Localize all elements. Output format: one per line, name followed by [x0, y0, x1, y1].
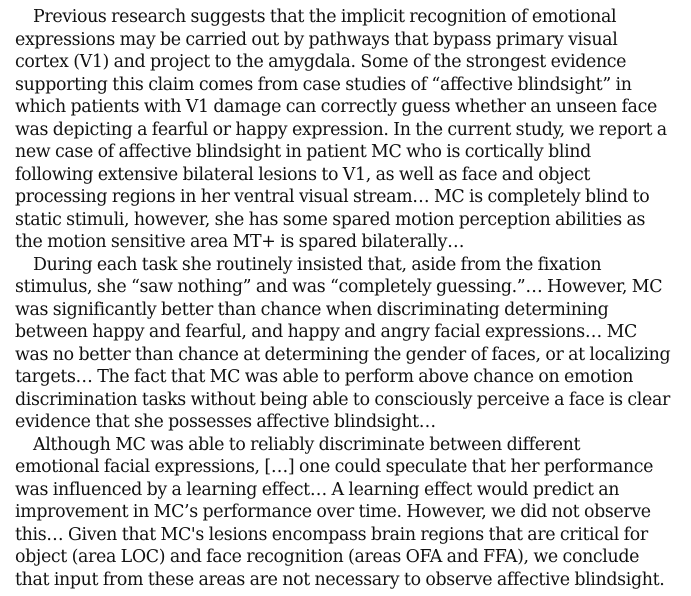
- text-line: expressions may be carried out by pathways that bypass primary visual: [15, 29, 618, 50]
- text-line: was no better than chance at determining the gender of faces, or at localizing: [15, 344, 671, 365]
- text-line: cortex (V1) and project to the amygdala. Some of the strongest evidence: [15, 52, 627, 72]
- text-line: Although MC was able to reliably discriminate between different: [33, 434, 581, 455]
- text-line: processing regions in her ventral visual stream… MC is completely blind to: [15, 187, 650, 207]
- text-line: between happy and fearful, and happy and angry facial expressions… MC: [15, 322, 637, 342]
- text-line: evidence that she possesses affective blindsight…: [15, 412, 436, 432]
- text-line: object (area LOC) and face recognition (areas OFA and FFA), we conclude: [15, 547, 640, 567]
- text-line: targets… The fact that MC was able to perform above chance on emotion: [15, 367, 634, 387]
- text-line: the motion sensitive area MT+ is spared bilaterally…: [15, 232, 465, 252]
- text-line: was depicting a fearful or happy expression. In the current study, we report a: [15, 119, 667, 140]
- text-line: static stimuli, however, she has some spared motion perception abilities as: [15, 209, 646, 230]
- text-line: new case of affective blindsight in patient MC who is cortically blind: [15, 142, 591, 162]
- text-line: emotional facial expressions, […] one could speculate that her performance: [15, 457, 654, 477]
- text-line: was influenced by a learning effect… A learning effect would predict an: [15, 479, 620, 500]
- text-line: that input from these areas are not necessary to observe affective blindsight.: [15, 569, 665, 590]
- text-line: was significantly better than chance when discriminating determining: [15, 299, 609, 320]
- text-line: discrimination tasks without being able to consciously perceive a face is clear: [15, 389, 670, 410]
- document-body: [15, 6, 687, 591]
- text-line: which patients with V1 damage can correctly guess whether an unseen face: [15, 97, 657, 117]
- text-line: During each task she routinely insisted that, aside from the fixation: [33, 254, 602, 275]
- text-line: improvement in MC’s performance over time. However, we did not observe: [15, 502, 651, 522]
- text-line: this… Given that MC's lesions encompass brain regions that are critical for: [15, 524, 648, 545]
- text-line: following extensive bilateral lesions to V1, as well as face and object: [15, 164, 591, 185]
- text-line: Previous research suggests that the implicit recognition of emotional: [33, 7, 617, 27]
- text-line: supporting this claim comes from case studies of “affective blindsight” in: [15, 74, 632, 95]
- text-line: stimulus, she “saw nothing” and was “completely guessing.”… However, MC: [15, 277, 663, 297]
